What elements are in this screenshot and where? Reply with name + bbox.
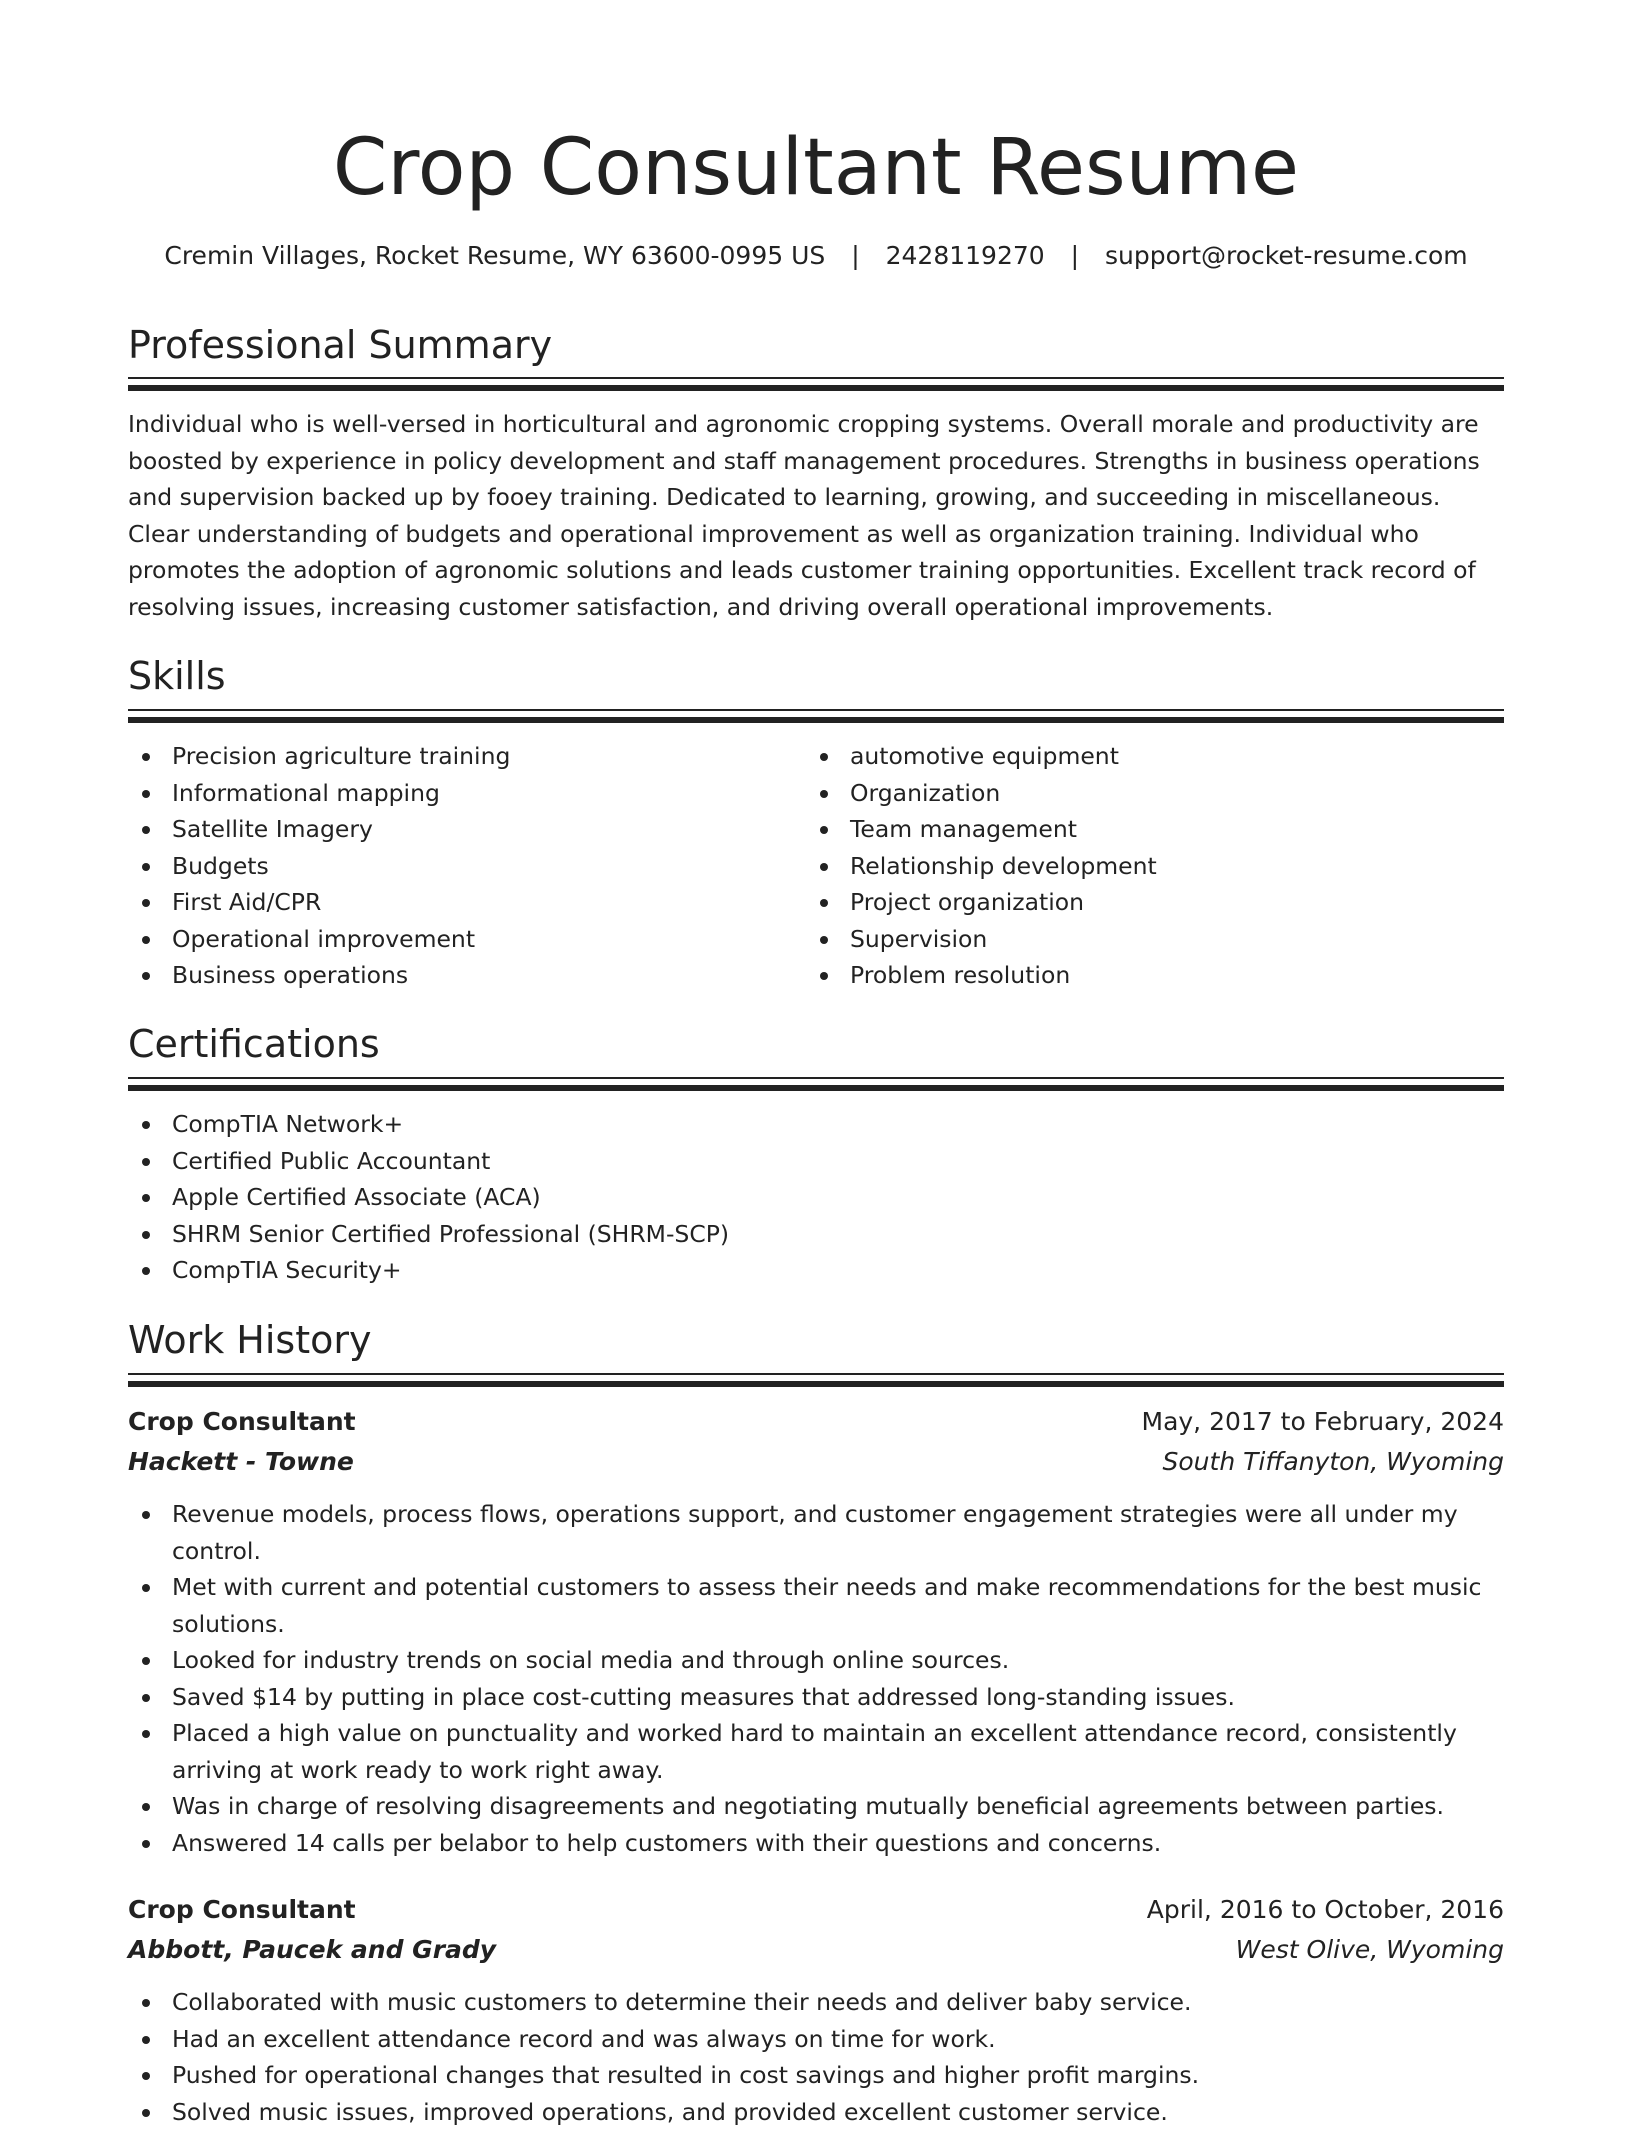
bullet-icon — [820, 790, 828, 798]
skill-text: Supervision — [850, 925, 987, 953]
bullet-icon — [142, 790, 150, 798]
section-rule — [128, 1381, 1504, 1387]
section-rule — [128, 1085, 1504, 1091]
job-bullet-text: Solved music issues, improved operations, and provided excellent customer service. — [172, 2098, 1168, 2126]
skill-text: Operational improvement — [172, 925, 475, 953]
skill-text: Business operations — [172, 961, 408, 989]
skill-text: Informational mapping — [172, 779, 440, 807]
job-bullet-text: Placed a high value on punctuality and worked hard to maintain an excellent attendance record, consistently arriving at work ready to work right away. — [172, 1719, 1457, 1784]
bullet-icon — [142, 1584, 150, 1592]
skill-item — [806, 957, 1504, 994]
skill-item — [128, 884, 800, 921]
job-bullets — [128, 1496, 1504, 1861]
section-rule — [128, 709, 1504, 711]
job-bullet-text: Saved $14 by putting in place cost-cutting measures that addressed long-standing issues. — [172, 1683, 1235, 1711]
bullet-icon — [142, 2036, 150, 2044]
job-bullet-text: Answered 14 calls per belabor to help customers with their questions and concerns. — [172, 1829, 1161, 1857]
skills-heading: Skills — [128, 651, 1504, 701]
certification-text: Certified Public Accountant — [172, 1147, 490, 1175]
job-title: Crop Consultant — [128, 1402, 356, 1442]
skill-item — [128, 848, 800, 885]
bullet-icon — [142, 1121, 150, 1129]
certification-item — [128, 1179, 1504, 1216]
skill-text: automotive equipment — [850, 742, 1119, 770]
skill-item — [128, 738, 800, 775]
skill-text: First Aid/CPR — [172, 888, 321, 916]
skill-text: Problem resolution — [850, 961, 1070, 989]
bullet-icon — [142, 1267, 150, 1275]
bullet-icon — [142, 1231, 150, 1239]
bullet-icon — [142, 2109, 150, 2117]
summary-text: Individual who is well-versed in horticultural and agronomic cropping systems. Overall morale and productivity are boosted by experience in policy development and staff management procedures. Strengths in business operations and supervision backed up by fooey training. Dedicated to learning, growing, and succeeding in miscellaneous. Clear understanding of budgets and operational improvement as well as organization training. Individual who promotes the adoption of agronomic solutions and leads customer training opportunities. Excellent track record of resolving issues, increasing customer satisfaction, and driving overall operational improvements. — [128, 406, 1504, 625]
bullet-icon — [142, 1999, 150, 2007]
contact-separator: | — [1053, 241, 1097, 270]
skill-text: Precision agriculture training — [172, 742, 510, 770]
skill-text: Budgets — [172, 852, 269, 880]
skill-text: Satellite Imagery — [172, 815, 373, 843]
bullet-icon — [820, 863, 828, 871]
contact-email: support@rocket-resume.com — [1105, 241, 1468, 270]
bullet-icon — [820, 972, 828, 980]
job-company: Abbott, Paucek and Grady — [128, 1930, 496, 1970]
section-rule — [128, 1373, 1504, 1375]
job-bullet — [128, 1984, 1504, 2021]
bullet-icon — [142, 1730, 150, 1738]
section-rule — [128, 377, 1504, 379]
skill-item — [128, 811, 800, 848]
bullet-icon — [142, 2072, 150, 2080]
certification-item — [128, 1216, 1504, 1253]
bullet-icon — [142, 1840, 150, 1848]
job-bullet — [128, 1715, 1504, 1788]
job-location: South Tiffanyton, Wyoming — [1163, 1442, 1504, 1482]
bullet-icon — [142, 1694, 150, 1702]
job-bullet-text: Was in charge of resolving disagreements and negotiating mutually beneficial agreements between parties. — [172, 1792, 1444, 1820]
work-heading: Work History — [128, 1315, 1504, 1365]
job-bullet-text: Met with current and potential customers to assess their needs and make recommendations for the best music solutions. — [172, 1573, 1481, 1638]
job-bullets — [128, 1984, 1504, 2130]
bullet-icon — [142, 753, 150, 761]
contact-line — [128, 236, 1504, 276]
certification-item — [128, 1143, 1504, 1180]
skill-item — [128, 921, 800, 958]
bullet-icon — [142, 826, 150, 834]
job-bullet-text: Pushed for operational changes that resulted in cost savings and higher profit margins. — [172, 2061, 1199, 2089]
job-dates: April, 2016 to October, 2016 — [1147, 1890, 1504, 1930]
bullet-icon — [142, 1158, 150, 1166]
bullet-icon — [142, 972, 150, 980]
certification-text: CompTIA Network+ — [172, 1110, 403, 1138]
job-bullet — [128, 1825, 1504, 1862]
certifications-heading: Certifications — [128, 1019, 1504, 1069]
skill-text: Relationship development — [850, 852, 1157, 880]
skill-text: Project organization — [850, 888, 1084, 916]
skill-item — [806, 738, 1504, 775]
skill-item — [806, 775, 1504, 812]
bullet-icon — [142, 899, 150, 907]
section-rule — [128, 717, 1504, 723]
certifications-list — [128, 1106, 1504, 1289]
job-title: Crop Consultant — [128, 1890, 356, 1930]
job-location: West Olive, Wyoming — [1236, 1930, 1504, 1970]
job-bullet — [128, 1679, 1504, 1716]
skills-list-left — [128, 738, 800, 994]
certification-text: SHRM Senior Certified Professional (SHRM-SCP) — [172, 1220, 729, 1248]
job-bullet-text: Had an excellent attendance record and was always on time for work. — [172, 2025, 996, 2053]
bullet-icon — [142, 1194, 150, 1202]
skill-text: Team management — [850, 815, 1077, 843]
skill-item — [806, 811, 1504, 848]
certification-item — [128, 1106, 1504, 1143]
bullet-icon — [820, 899, 828, 907]
job-dates: May, 2017 to February, 2024 — [1142, 1402, 1505, 1442]
contact-phone: 2428119270 — [886, 241, 1045, 270]
bullet-icon — [820, 753, 828, 761]
certification-text: CompTIA Security+ — [172, 1256, 402, 1284]
bullet-icon — [142, 1511, 150, 1519]
skills-list-right — [806, 738, 1504, 994]
skill-text: Organization — [850, 779, 1000, 807]
bullet-icon — [142, 863, 150, 871]
job-company: Hackett - Towne — [128, 1442, 354, 1482]
bullet-icon — [820, 936, 828, 944]
bullet-icon — [820, 826, 828, 834]
skill-item — [806, 848, 1504, 885]
contact-separator: | — [833, 241, 877, 270]
certification-item — [128, 1252, 1504, 1289]
job-bullet-text: Looked for industry trends on social media and through online sources. — [172, 1646, 1009, 1674]
job-bullet — [128, 2021, 1504, 2058]
job-bullet — [128, 1788, 1504, 1825]
summary-heading: Professional Summary — [128, 320, 1504, 370]
job-bullet — [128, 1496, 1504, 1569]
bullet-icon — [142, 1803, 150, 1811]
certification-text: Apple Certified Associate (ACA) — [172, 1183, 541, 1211]
job-bullet — [128, 2057, 1504, 2094]
section-rule — [128, 1077, 1504, 1079]
job-bullet-text: Collaborated with music customers to determine their needs and deliver baby service. — [172, 1988, 1191, 2016]
job-bullet — [128, 1569, 1504, 1642]
bullet-icon — [142, 1657, 150, 1665]
skill-item — [128, 957, 800, 994]
section-rule — [128, 385, 1504, 391]
skill-item — [806, 884, 1504, 921]
contact-address: Cremin Villages, Rocket Resume, WY 63600-0995 US — [164, 241, 825, 270]
job-bullet-text: Revenue models, process flows, operations support, and customer engagement strategies were all under my control. — [172, 1500, 1458, 1565]
job-bullet — [128, 1642, 1504, 1679]
bullet-icon — [142, 936, 150, 944]
skill-item — [128, 775, 800, 812]
skill-item — [806, 921, 1504, 958]
resume-title: Crop Consultant Resume — [128, 118, 1504, 218]
